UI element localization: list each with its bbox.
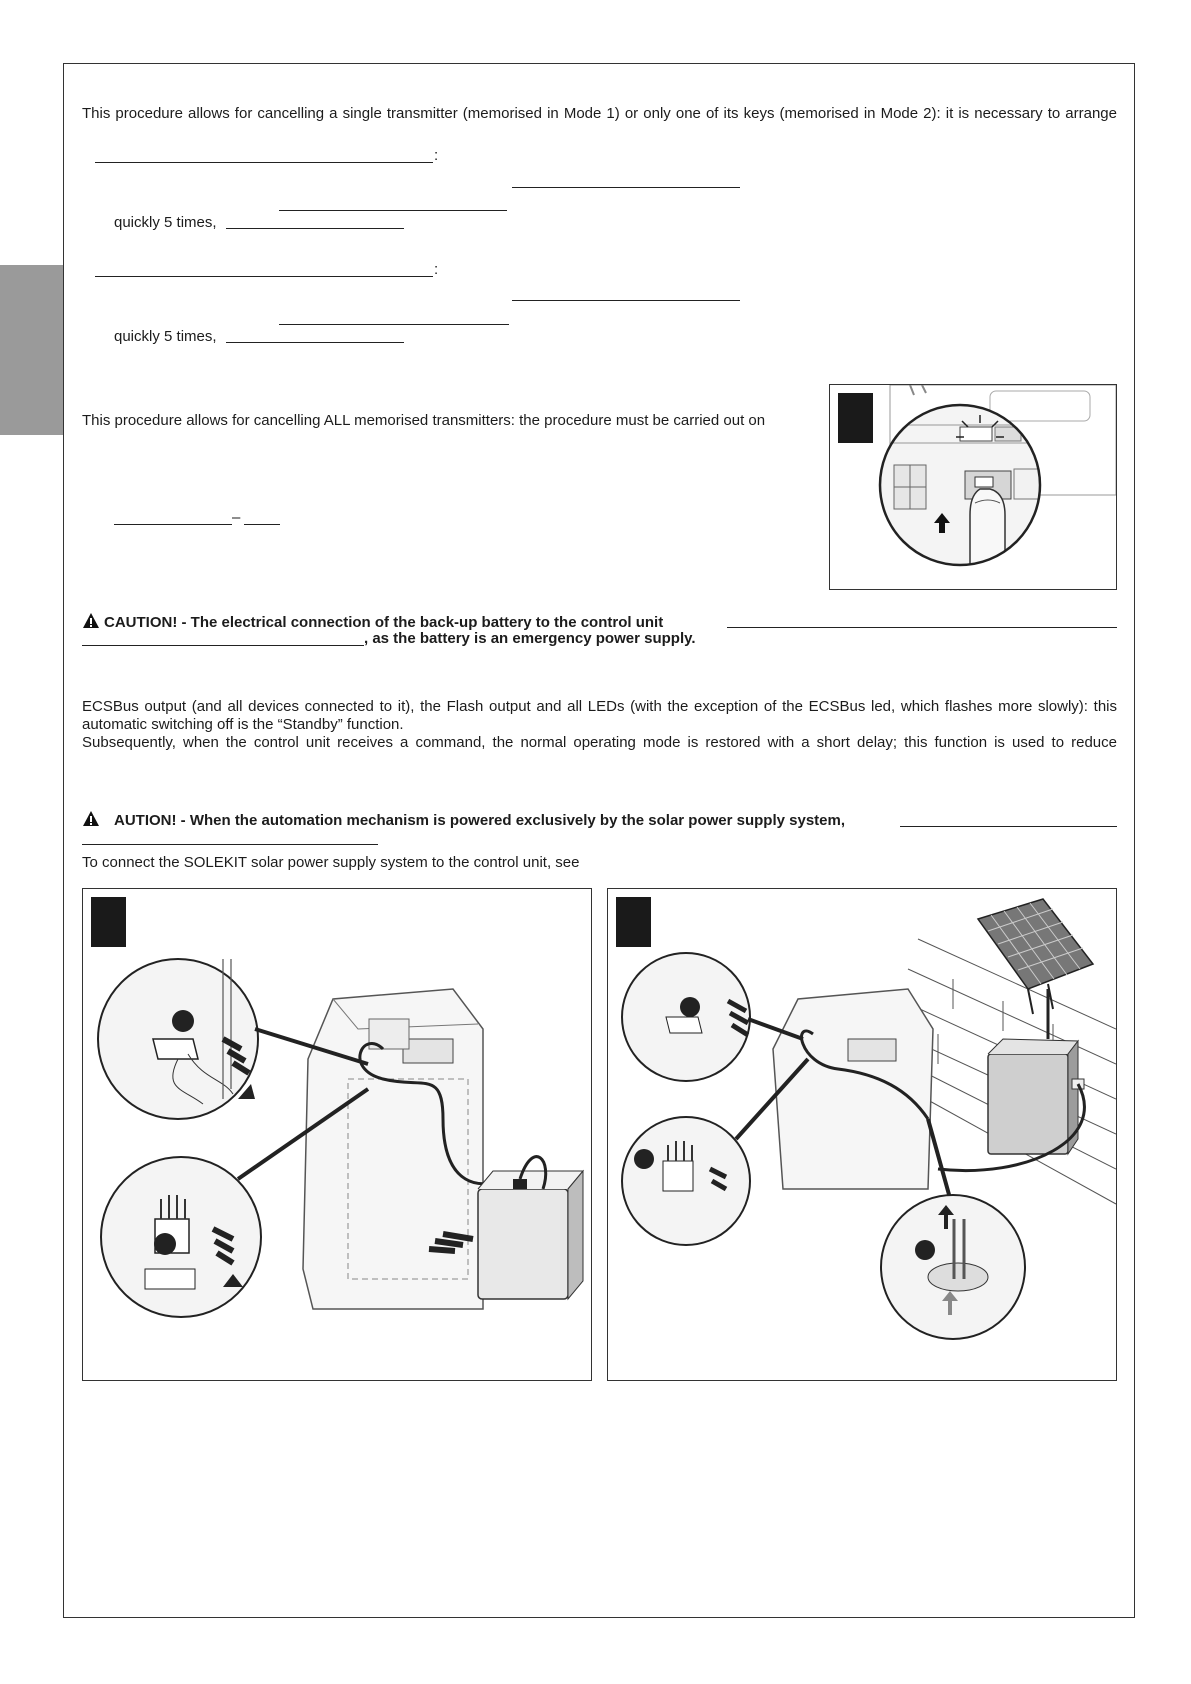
solar-connection-illustration xyxy=(608,889,1116,1380)
dash: – xyxy=(232,509,241,526)
caution-battery xyxy=(82,612,663,632)
blank-line xyxy=(727,627,1117,628)
figure-number-tab xyxy=(91,897,126,947)
solekit-text: To connect the SOLEKIT solar power supply system to the control unit, see xyxy=(82,854,580,871)
blank-line xyxy=(82,645,364,646)
blank-line xyxy=(900,826,1117,827)
caution-solar xyxy=(82,810,845,830)
caution-battery-label: CAUTION! - The electrical connection of the back-up battery to the control unit xyxy=(104,614,664,631)
standby-text-1: ECSBus output (and all devices connected to it), the Flash output and all LEDs (with the exception of the ECSBus led, which flashes more slowly): this xyxy=(82,698,1117,715)
blank-line xyxy=(95,162,433,163)
intro-all-text: This procedure allows for cancelling ALL memorised transmitters: the procedure must be carried out on xyxy=(82,412,766,429)
caution-battery-line2: , as the battery is an emergency power supply. xyxy=(364,630,696,647)
caution-solar-label: AUTION! - When the automation mechanism is powered exclusively by the solar power supply system, xyxy=(114,812,846,829)
blank-line xyxy=(244,524,280,525)
blank-line xyxy=(114,524,232,525)
figure-battery-connection xyxy=(82,888,592,1381)
blank-line xyxy=(226,342,404,343)
intro-single-text: This procedure allows for cancelling a single transmitter (memorised in Mode 1) or only one of its keys (memorised in Mode 2): it is necessary to arrange xyxy=(82,105,1117,122)
colon: : xyxy=(434,261,439,278)
colon: : xyxy=(434,147,439,164)
blank-line xyxy=(82,844,378,845)
battery-connection-illustration xyxy=(83,889,591,1380)
figure-number-tab xyxy=(616,897,651,947)
blank-line xyxy=(95,276,433,277)
warning-icon xyxy=(82,612,100,629)
blank-line xyxy=(512,300,740,301)
blank-line xyxy=(279,210,507,211)
blank-line xyxy=(512,187,740,188)
figure-solar-connection xyxy=(607,888,1117,1381)
figure-number-tab xyxy=(838,393,873,443)
section-side-tab xyxy=(0,265,63,435)
figure-button-press xyxy=(829,384,1117,590)
blank-line xyxy=(226,228,404,229)
step-text: quickly 5 times, xyxy=(114,328,217,345)
blank-line xyxy=(279,324,509,325)
standby-text-2: automatic switching off is the “Standby” function. xyxy=(82,716,404,733)
step-text: quickly 5 times, xyxy=(114,214,217,231)
page-frame xyxy=(63,63,1135,1618)
standby-text-3: Subsequently, when the control unit receives a command, the normal operating mode is restored with a short delay; this function is used to reduce xyxy=(82,734,1117,751)
warning-icon xyxy=(82,810,100,827)
